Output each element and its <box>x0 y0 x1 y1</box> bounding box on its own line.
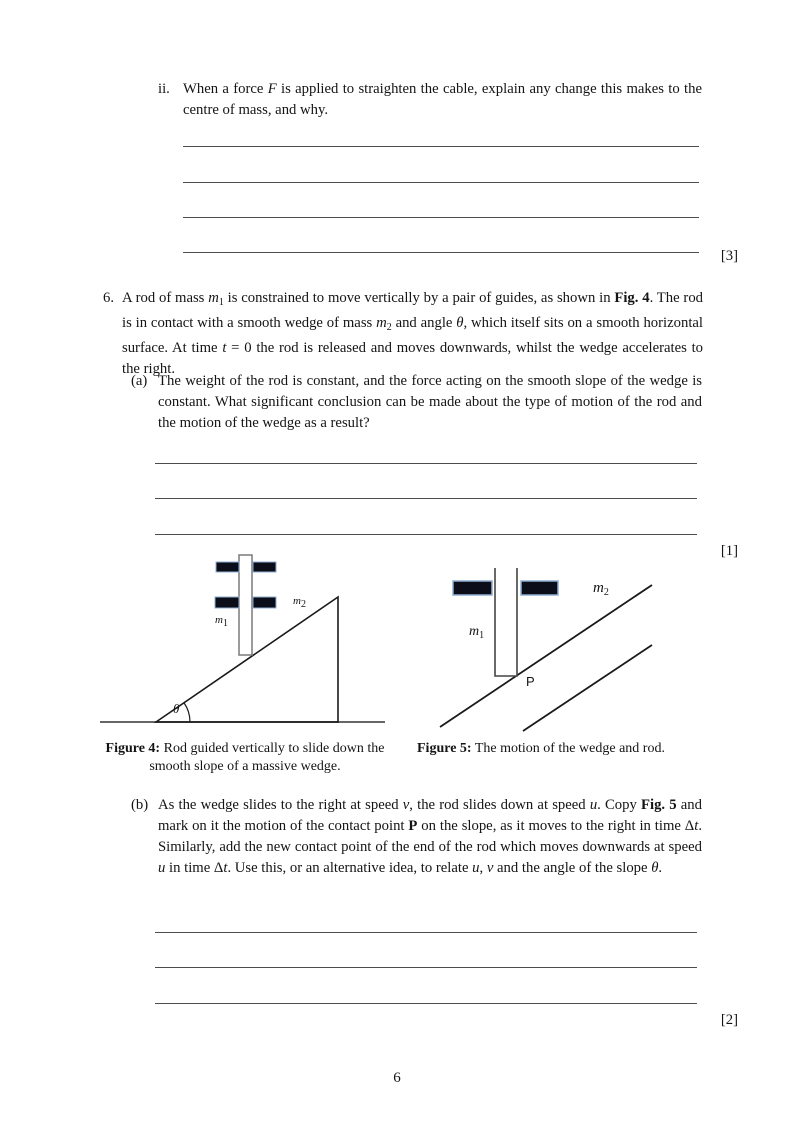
figure5-caption: Figure 5: The motion of the wedge and rod. <box>417 741 665 756</box>
answer-line <box>155 534 697 535</box>
question-6-text: A rod of mass $m_1$ is constrained to move vertically by a pair of guides, as shown in Fig. 4. The rod is in contact with a smooth wedge of mass $m_2$ and angle θ, which itself sits on a smooth horizontal surface. At time t = 0 the rod is released and moves downwards, whilst the wedge accelerates to the right. <box>122 290 704 377</box>
marks-badge-ii: [3] <box>720 248 738 264</box>
marks-badge-b: [2] <box>720 1012 738 1028</box>
angle-arc <box>184 703 190 722</box>
fig5-contact-point-label: P <box>526 674 535 689</box>
question-ii-label: ii. <box>158 81 170 97</box>
guide-block <box>215 597 239 608</box>
slope-surface-line <box>440 585 652 727</box>
part-b-label: (b) <box>131 797 149 813</box>
guide-block <box>521 581 558 595</box>
answer-line <box>155 932 697 933</box>
figure4-caption: Figure 4: Rod guided vertically to slide down the smooth slope of a massive wedge. <box>105 741 385 774</box>
answer-line <box>183 252 699 253</box>
answer-line <box>155 498 697 499</box>
fig4-theta-label: θ <box>173 701 180 716</box>
fig5-m1-label: $m_1$ <box>469 624 485 641</box>
guide-block <box>216 562 239 572</box>
guide-block <box>253 562 276 572</box>
figure4-diagram <box>100 548 392 730</box>
question-6-number: 6. <box>103 290 115 306</box>
fig4-m1-label: m1 <box>215 614 228 629</box>
marks-badge-a: [1] <box>720 543 738 559</box>
fig4-m2-label: m2 <box>293 595 306 610</box>
answer-line <box>183 146 699 147</box>
answer-line <box>183 217 699 218</box>
part-a-label: (a) <box>131 373 148 389</box>
guide-block <box>253 597 276 608</box>
rod <box>239 555 252 655</box>
answer-line <box>155 967 697 968</box>
part-b-text: As the wedge slides to the right at speed v, the rod slides down at speed u. Copy Fig. 5 and mark on it the motion of the contact point P on the slope, as it moves to the right in time Δt. Similarly, add the new contact point of the end of the rod which moves downwards at speed u in time Δt. Use this, or an alternative idea, to relate u, v and the angle of the slope θ. <box>158 797 702 876</box>
part-a-text: The weight of the rod is constant, and the force acting on the smooth slope of the wedge is constant. What significant conclusion can be made about the type of motion of the rod and the motion of the wedge as a result? <box>158 373 702 431</box>
fig5-m2-label: $m_2$ <box>593 580 609 598</box>
figure5-diagram <box>430 555 675 735</box>
page-number: 6 <box>393 1070 401 1086</box>
answer-line <box>155 1003 697 1004</box>
guide-block <box>453 581 492 595</box>
answer-line <box>155 463 697 464</box>
question-ii-text: When a force F is applied to straighten the cable, explain any change this makes to the centre of mass, and why. <box>183 81 702 118</box>
answer-line <box>183 182 699 183</box>
rod <box>495 568 517 676</box>
